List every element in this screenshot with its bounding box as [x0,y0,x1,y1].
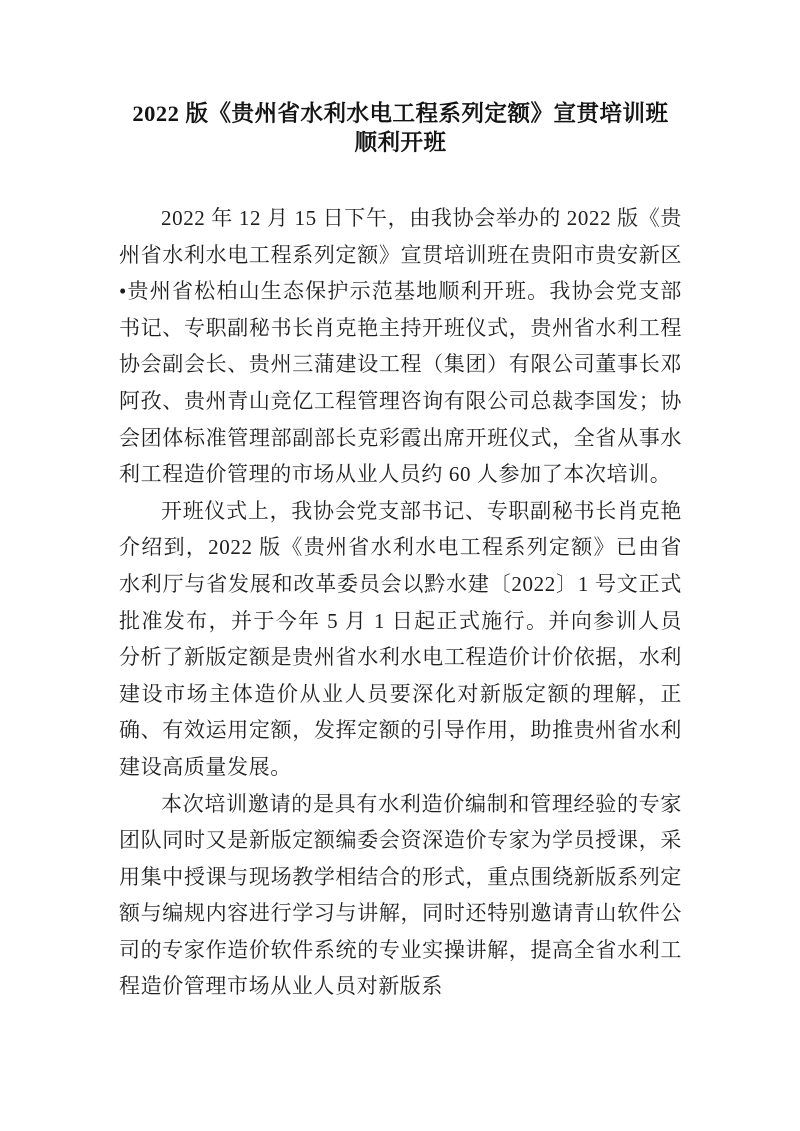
paragraph-training-experts: 本次培训邀请的是具有水利造价编制和管理经验的专家团队同时又是新版定额编委会资深造价专家为学员授课，采用集中授课与现场教学相结合的形式，重点围绕新版系列定额与编规内容进行学习与讲解，同时还特别邀请青山软件公司的专家作造价软件系统的专业实操讲解，提高全省水利工程造价管理市场从业人员对新版系 [119,791,682,999]
paragraph-quota-introduction: 开班仪式上，我协会党支部书记、专职副秘书长肖克艳介绍到，2022 版《贵州省水利水电工程系列定额》已由省水利厅与省发展和改革委员会以黔水建〔2022〕1 号文正式批准发布，并于今年 5 月 1 日起正式施行。并向参训人员分析了新版定额是贵州省水利水电工程造价计价依据，水利建设市场主体造价从业人员要深化对新版定额的理解，正确、有效运用定额，发挥定额的引导作用，助推贵州省水利建设高质量发展。 [119,498,682,779]
document-content [119,99,682,1005]
document-title-line-1: 2022 版《贵州省水利水电工程系列定额》宣贯培训班 [132,101,669,126]
document-body [119,200,682,1005]
document-title-line-2: 顺利开班 [354,130,447,155]
paragraph-opening-ceremony: 2022 年 12 月 15 日下午，由我协会举办的 2022 版《贵州省水利水电工程系列定额》宣贯培训班在贵阳市贵安新区•贵州省松柏山生态保护示范基地顺利开班。我协会党支部书记、专职副秘书长肖克艳主持开班仪式，贵州省水利工程协会副会长、贵州三蒲建设工程（集团）有限公司董事长邓阿孜、贵州青山竞亿工程管理咨询有限公司总裁李国发；协会团体标准管理部副部长克彩霞出席开班仪式，全省从事水利工程造价管理的市场从业人员约 60 人参加了本次培训。 [119,206,682,487]
document-title [119,99,682,157]
